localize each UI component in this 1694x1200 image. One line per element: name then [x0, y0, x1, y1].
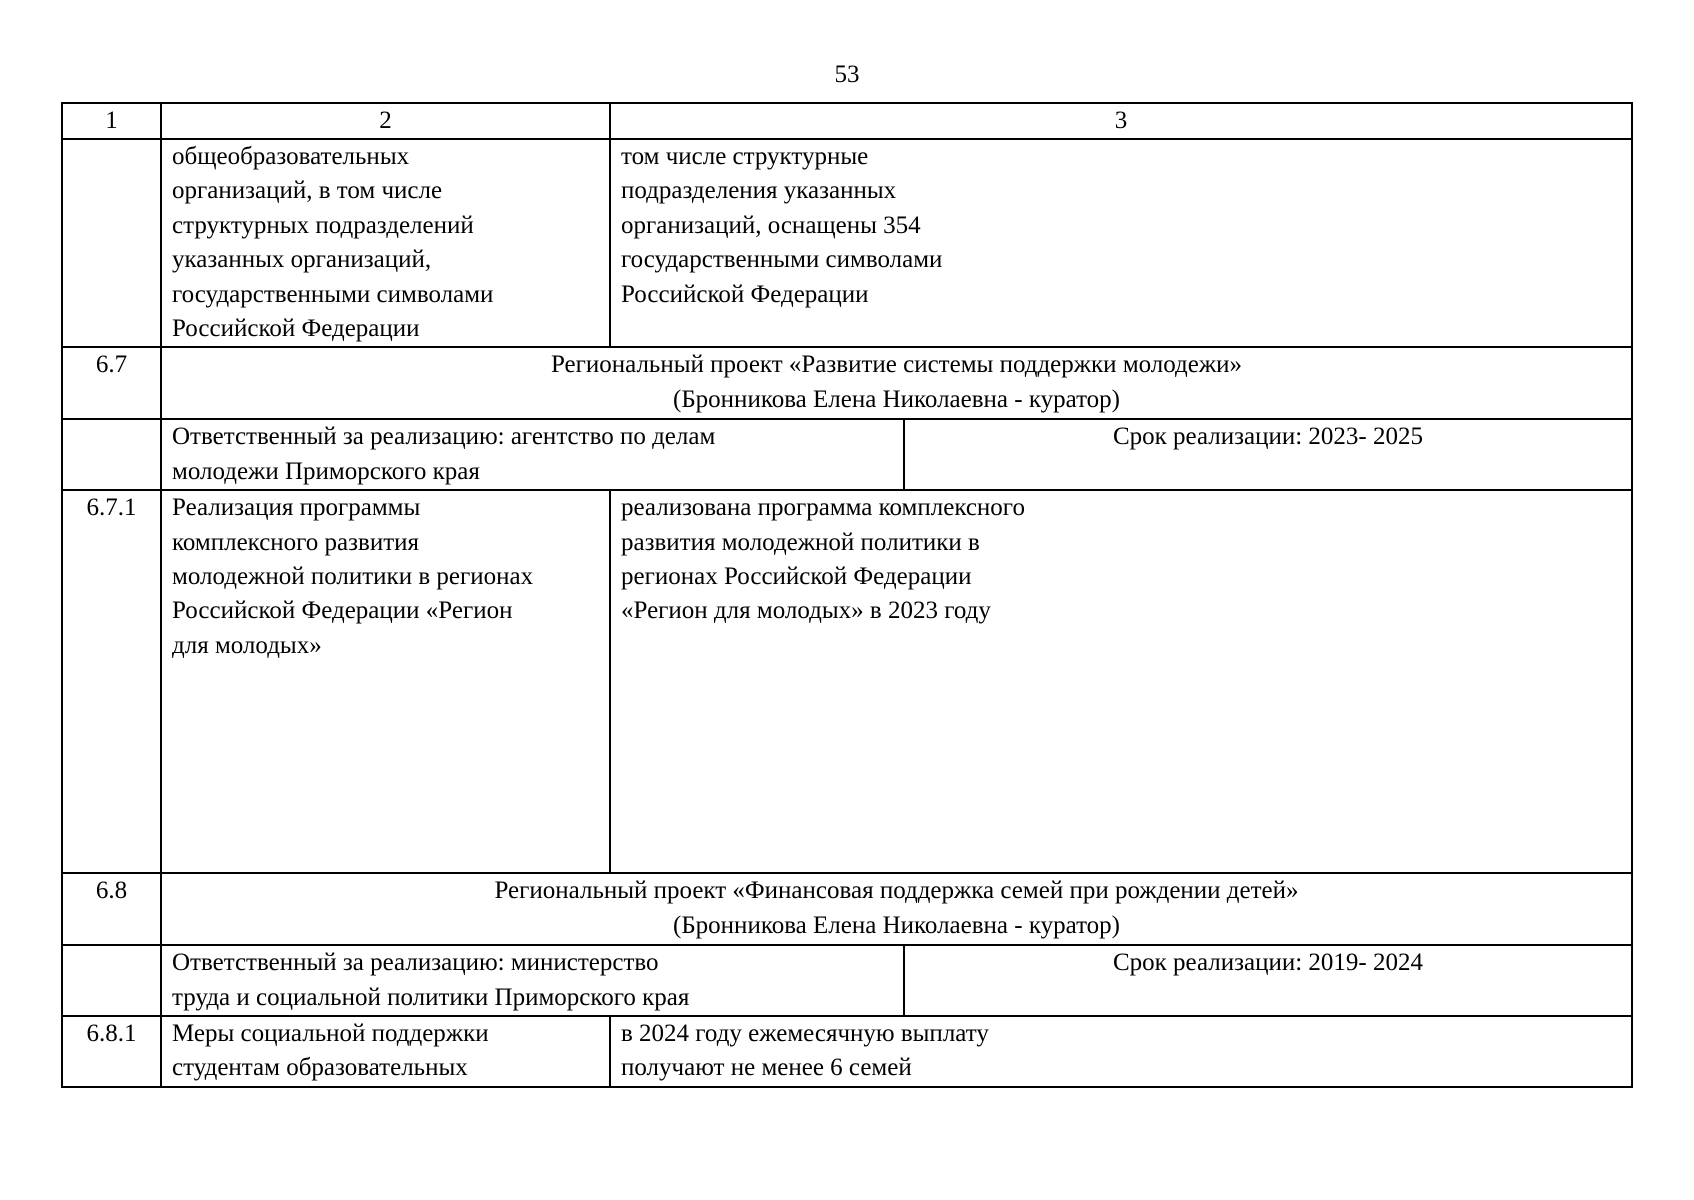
row-number-cell: 6.7.1 [62, 490, 161, 873]
term-cell: Срок реализации: 2023- 2025 [904, 419, 1632, 490]
row-number-cell: 6.8.1 [62, 1016, 161, 1087]
responsible-row [62, 945, 1632, 1016]
section-row [62, 347, 1632, 419]
section-curator: (Бронникова Елена Николаевна - куратор) [673, 385, 1120, 413]
section-row [62, 873, 1632, 945]
responsible-row [62, 419, 1632, 490]
section-number: 6.7 [62, 347, 161, 419]
section-title: Региональный проект «Финансовая поддержка семей при рождении детей» [494, 877, 1299, 905]
empty-cell [62, 419, 161, 490]
result-cell: реализована программа комплексного развития молодежной политики в регионах Российской Федерации «Регион для молодых» в 2023 году [610, 490, 1632, 873]
section-title-cell [161, 347, 1632, 419]
result-cell: в 2024 году ежемесячную выплату получают не менее 6 семей [610, 1016, 1632, 1087]
empty-cell [62, 945, 161, 1016]
table-row [62, 139, 1632, 347]
measure-cell: общеобразовательных организаций, в том числе структурных подразделений указанных организаций, государственными символами Российской Федерации [161, 139, 610, 347]
measure-cell: Меры социальной поддержки студентам образовательных [161, 1016, 610, 1087]
row-number-cell [62, 139, 161, 347]
result-cell: том числе структурные подразделения указанных организаций, оснащены 354 государственными символами Российской Федерации [610, 139, 1632, 347]
table-row [62, 1016, 1632, 1087]
term-cell: Срок реализации: 2019- 2024 [904, 945, 1632, 1016]
measure-cell: Реализация программы комплексного развития молодежной политики в регионах Российской Федерации «Регион для молодых» [161, 490, 610, 873]
responsible-cell: Ответственный за реализацию: министерство труда и социальной политики Приморского края [161, 945, 904, 1016]
page-number: 53 [834, 61, 860, 88]
section-title: Региональный проект «Развитие системы поддержки молодежи» [550, 351, 1243, 379]
column-header: 1 [62, 103, 161, 139]
section-title-cell [161, 873, 1632, 945]
section-curator: (Бронникова Елена Николаевна - куратор) [673, 911, 1120, 939]
column-header: 2 [161, 103, 610, 139]
section-number: 6.8 [62, 873, 161, 945]
table-header-row [62, 103, 1632, 139]
table-row [62, 490, 1632, 873]
column-header: 3 [610, 103, 1632, 139]
responsible-cell: Ответственный за реализацию: агентство по делам молодежи Приморского края [161, 419, 904, 490]
plan-table [61, 102, 1633, 1088]
